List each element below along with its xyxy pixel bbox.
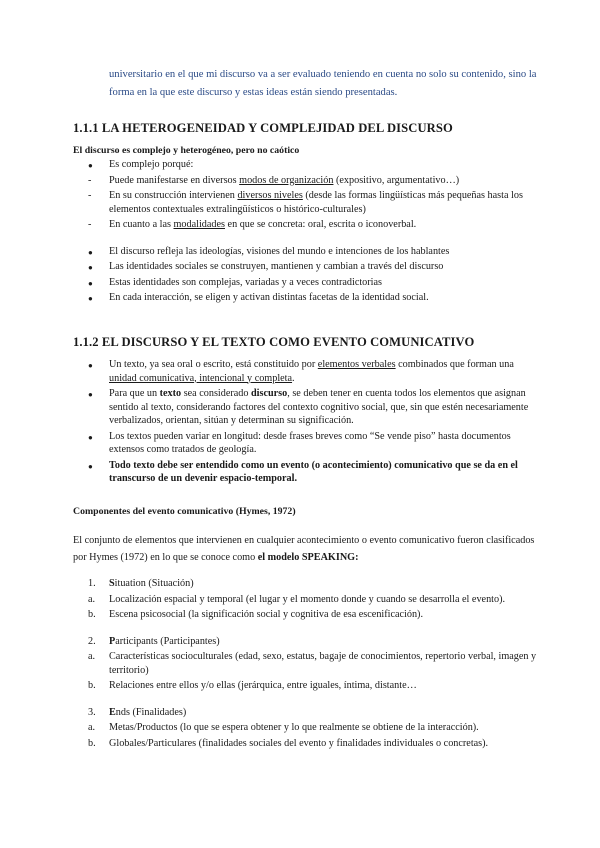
list-item: ● El discurso refleja las ideologías, visiones del mundo e intenciones de los hablantes xyxy=(0,245,539,259)
section-subheading: El discurso es complejo y heterogéneo, pero no caótico xyxy=(73,145,300,156)
bullet-icon: ● xyxy=(88,461,93,471)
section-heading-1-1-1: 1.1.1 LA HETEROGENEIDAD Y COMPLEJIDAD DEL DISCURSO xyxy=(73,121,453,135)
list-item: - En cuanto a las modalidades en que se concreta: oral, escrita o iconoverbal. xyxy=(88,219,417,230)
intro-paragraph: universitario en el que mi discurso va a ser evaluado teniendo en cuenta no solo su contenido, sino la forma en la que este discurso y estas ideas están siendo presentadas. xyxy=(109,69,537,98)
list-item: ● Para que un texto sea considerado discurso, se deben tener en cuenta todos los elementos que asignan sentido al texto, considerando factores del contexto cognitivo social, que, sin que estén necesariamente verbalizados, orientan, sitúan y determinan su significación. xyxy=(88,388,529,426)
dash-icon: - xyxy=(88,219,92,230)
list-item: ● Las identidades sociales se construyen, mantienen y cambian a través del discurso xyxy=(0,260,539,274)
bullet-icon: ● xyxy=(88,432,93,442)
speaking-intro-paragraph: El conjunto de elementos que intervienen en cualquier acontecimiento o evento comunicativo fueron clasificados por Hymes (1972) en lo que se conoce como el modelo SPEAKING: xyxy=(73,535,535,563)
section-heading-1-1-2: 1.1.2 EL DISCURSO Y EL TEXTO COMO EVENTO COMUNICATIVO xyxy=(73,335,475,349)
section2-list xyxy=(0,358,600,488)
numbered-item: 2. Participants (Participantes) xyxy=(88,635,220,647)
list-item: - Puede manifestarse en diversos modos de organización (expositivo, argumentativo…) xyxy=(88,174,460,186)
sub-item: a. Características socioculturales (edad, sexo, estatus, bagaje de conocimientos, repertorio verbal, imagen y territorio) xyxy=(88,651,537,676)
list-item: ● Es complejo porqué: xyxy=(0,158,539,172)
list-item: ● Estas identidades son complejas, variadas y a veces contradictorias xyxy=(0,276,539,290)
dash-icon: - xyxy=(88,190,92,201)
list-item: ● En cada interacción, se eligen y activan distintas facetas de la identidad social. xyxy=(0,291,539,305)
sub-item: b. Globales/Particulares (finalidades sociales del evento y finalidades individuales o concretas). xyxy=(88,737,489,749)
dash-icon: - xyxy=(88,174,92,186)
sub-item: b. Relaciones entre ellos y/o ellas (jerárquica, entre iguales, íntima, distante… xyxy=(88,680,417,691)
list-item: - En su construcción intervienen diversos niveles (desde las formas lingüísticas más pequeñas hasta los elementos contextuales extralingüísticos o histórico-culturales) xyxy=(88,190,523,215)
bullet-icon: ● xyxy=(88,390,93,399)
section1-list xyxy=(0,158,600,307)
bullet-icon: ● xyxy=(88,247,93,257)
bullet-icon: ● xyxy=(88,294,93,303)
components-heading: Componentes del evento comunicativo (Hymes, 1972) xyxy=(73,506,296,517)
bullet-icon: ● xyxy=(88,263,93,272)
sub-item: b. Escena psicosocial (la significación social y cognitiva de esa escenificación). xyxy=(88,609,423,620)
sub-item: a. Metas/Productos (lo que se espera obtener y lo que realmente se obtiene de la interacción). xyxy=(88,722,479,733)
list-item: ● Los textos pueden variar en longitud: desde frases breves como “Se vende piso” hasta documentos extensos como tratados de geología. xyxy=(88,430,511,455)
bullet-icon: ● xyxy=(88,361,93,370)
numbered-item: 1. Situation (Situación) xyxy=(88,578,194,589)
list-item: ● Todo texto debe ser entendido como un evento (o acontecimiento) comunicativo que se da en el transcurso de un devenir espacio-temporal. xyxy=(88,459,518,484)
numbered-item: 3. Ends (Finalidades) xyxy=(88,706,187,718)
sub-item: a. Localización espacial y temporal (el lugar y el momento donde y cuando se desarrolla el evento). xyxy=(88,593,506,605)
bullet-icon: ● xyxy=(88,161,93,170)
list-item: ● Un texto, ya sea oral o escrito, está constituido por elementos verbales combinados que forman una unidad comunicativa, intencional y completa. xyxy=(88,359,514,384)
bullet-icon: ● xyxy=(88,278,93,288)
speaking-list xyxy=(0,577,600,752)
